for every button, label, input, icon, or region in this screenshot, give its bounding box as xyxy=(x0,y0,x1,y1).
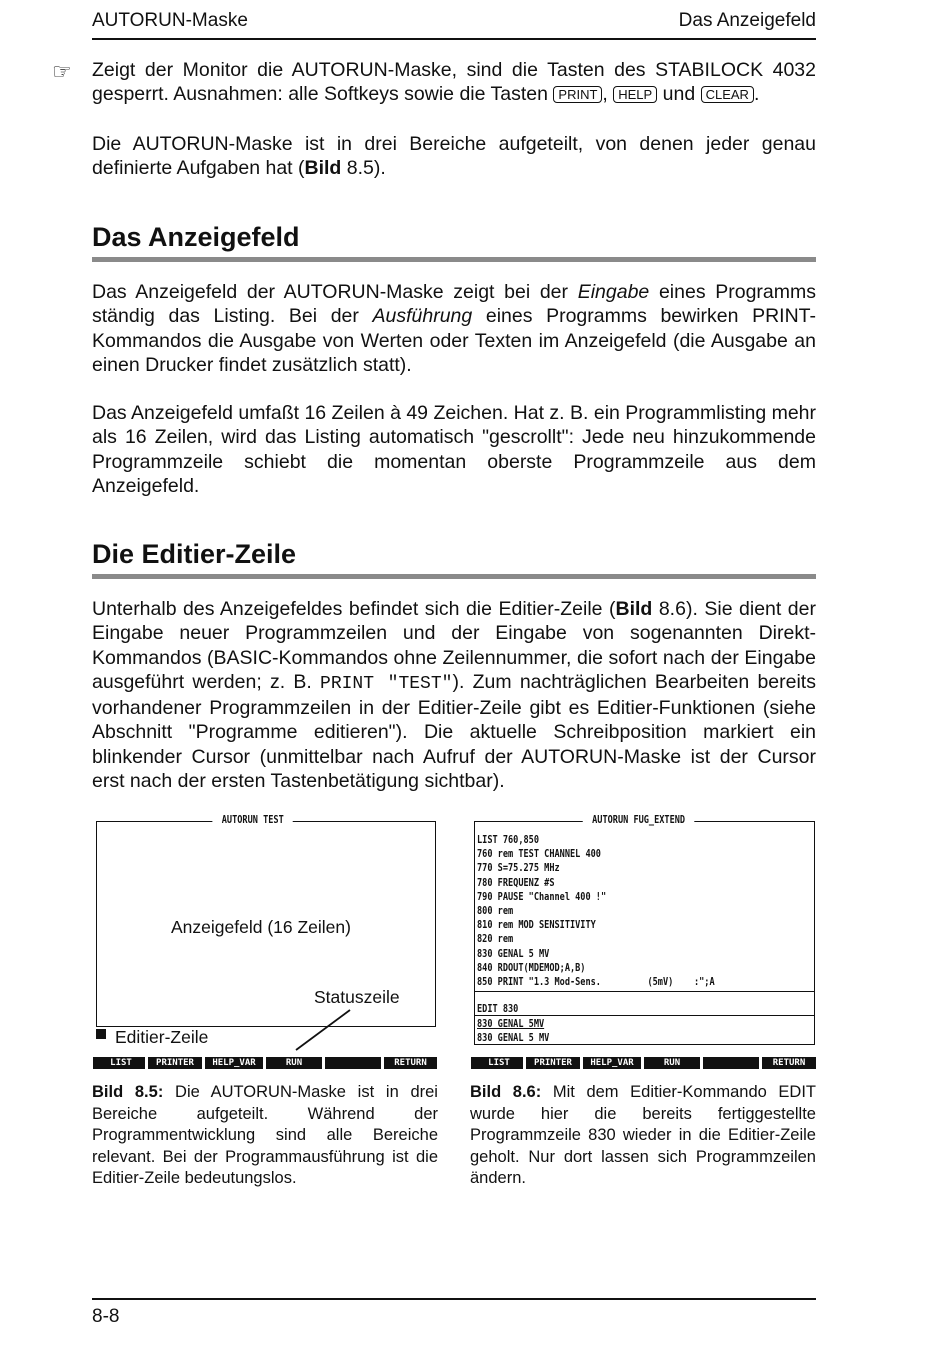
softkey-return: RETURN xyxy=(394,1058,427,1068)
figure-caption-8-6: Bild 8.6: Mit dem Editier-Kommando EDIT wurde hier die bereits fertiggestellte Programmzeile 830 wieder in die Editier-Zeile geholt. Nur dort lassen sich Programmzeilen ändern. xyxy=(470,1083,816,1187)
screen-title: AUTORUN TEST xyxy=(212,813,293,826)
softkey-bar xyxy=(93,1057,437,1069)
softkey-list: LIST xyxy=(110,1058,132,1068)
section-heading-anzeigefeld: Das Anzeigefeld xyxy=(92,222,300,252)
edit-line: 830 GENAL 5MV xyxy=(477,1017,545,1030)
figure-caption-8-5: Bild 8.5: Die AUTORUN-Maske ist in drei Bereiche aufgeteilt. Während der Programmentwicklung sind alle Bereiche relevant. Bei der Programmausführung ist die Editier-Zeile bedeutungslos. xyxy=(92,1083,438,1187)
softkey-bar xyxy=(471,1057,816,1069)
program-listing xyxy=(477,833,715,989)
listing-line: LIST 760,850 xyxy=(477,833,539,846)
status-pointer-line xyxy=(290,1008,360,1054)
listing-line: 810 rem MOD SENSITIVITY xyxy=(477,918,596,932)
clear-key: CLEAR xyxy=(701,86,754,103)
autorun-listing-screen xyxy=(474,813,815,1045)
screen-title: AUTORUN FUG_EXTEND xyxy=(583,813,695,826)
listing-line: 780 FREQUENZ #S xyxy=(477,875,555,889)
softkey-blank xyxy=(703,1058,759,1068)
intro-paragraph: Die AUTORUN-Maske ist in drei Bereiche aufgeteilt, von denen jeder genau definierte Aufgaben hat (Bild 8.5). xyxy=(92,133,816,180)
page-header xyxy=(92,8,816,40)
header-section: Das Anzeigefeld xyxy=(678,10,816,31)
listing-line: 770 S=75.275 MHz xyxy=(477,861,560,875)
anzeigefeld-paragraph-1: Das Anzeigefeld der AUTORUN-Maske zeigt bei der Eingabe eines Programms ständig das Listing. Bei der Ausführung eines Programms bewirken PRINT-Kommandos die Ausgabe von Werten oder Texten im Anzeigefeld (die Ausgabe an einen Drucker findet zusätzlich statt). xyxy=(92,281,817,376)
footer-rule xyxy=(92,1298,816,1300)
listing-line: 800 rem xyxy=(477,904,514,918)
listing-line: 790 PAUSE "Channel 400 !" xyxy=(477,889,607,903)
listing-line: 840 RDOUT(MDEMOD;A,B) xyxy=(477,960,586,974)
display-area-label: Anzeigefeld (16 Zeilen) xyxy=(171,917,351,937)
listing-line: 820 rem xyxy=(477,932,514,946)
listing-line: 760 rem TEST CHANNEL 400 xyxy=(477,847,601,861)
softkey-list: LIST xyxy=(488,1058,510,1068)
softkey-help-var: HELP_VAR xyxy=(590,1058,634,1068)
softkey-return: RETURN xyxy=(772,1058,806,1068)
edit-line-result: 830 GENAL 5 MV xyxy=(477,1031,550,1044)
note-paragraph: Zeigt der Monitor die AUTORUN-Maske, sind die Tasten des STABILOCK 4032 gesperrt. Ausnahmen: alle Softkeys sowie die Tasten PRINT , HELP und CLEAR . xyxy=(92,59,816,106)
listing-line: 850 PRINT "1.3 Mod-Sens. (5mV) :";A xyxy=(477,975,715,989)
anzeigefeld-paragraph-2: Das Anzeigefeld umfaßt 16 Zeilen à 49 Zeichen. Hat z. B. ein Programmlisting mehr als 16 Zeilen, wird das Listing automatisch "gescrollt": Jede neu hinzukommende Programmzeile schiebt die momentan oberste Programmzeile aus dem Anzeigefeld. xyxy=(92,402,817,497)
softkey-run: RUN xyxy=(663,1058,681,1068)
print-key: PRINT xyxy=(553,86,602,103)
softkey-printer: PRINTER xyxy=(156,1058,194,1068)
page-number: 8-8 xyxy=(92,1306,120,1327)
header-chapter: AUTORUN-Maske xyxy=(92,10,248,31)
edit-separator xyxy=(475,1015,814,1016)
edit-line-label: Editier-Zeile xyxy=(115,1027,209,1047)
softkey-run: RUN xyxy=(285,1058,303,1068)
edit-line-marker xyxy=(96,1029,106,1039)
softkey-blank xyxy=(325,1058,381,1068)
listing-line: 830 GENAL 5 MV xyxy=(477,946,550,960)
heading-rule xyxy=(92,257,816,262)
softkey-help-var: HELP_VAR xyxy=(212,1058,256,1068)
status-separator xyxy=(475,991,814,992)
pointing-hand-icon: ☞ xyxy=(52,59,72,84)
section-heading-editier-zeile: Die Editier-Zeile xyxy=(92,539,297,569)
status-line-label: Statuszeile xyxy=(314,987,400,1007)
softkey-printer: PRINTER xyxy=(534,1058,572,1068)
autorun-screen-diagram xyxy=(96,813,436,1027)
editier-zeile-paragraph: Unterhalb des Anzeigefeldes befindet sich die Editier-Zeile (Bild 8.6). Sie dient der Eingabe neuer Programmzeilen und der Eingabe von sogenannten Direkt-Kommandos (BASIC-Kommandos ohne Zeilennummer, die sofort nach der Eingabe ausgeführt werden; z. B. PRINT "TEST"). Zum nachträglichen Bearbeiten bereits vorhandener Programmzeilen in der Editier-Zeile gibt es Editier-Funktionen (siehe Abschnitt "Programme editieren"). Die aktuelle Schreibposition markiert ein blinkender Cursor (unmittelbar nach Aufruf der AUTORUN-Maske ist der Cursor erst nach der ersten Tastenbetätigung sichtbar). xyxy=(92,598,816,793)
heading-rule xyxy=(92,574,816,579)
status-line: EDIT 830 xyxy=(477,1002,519,1015)
help-key: HELP xyxy=(613,86,657,103)
